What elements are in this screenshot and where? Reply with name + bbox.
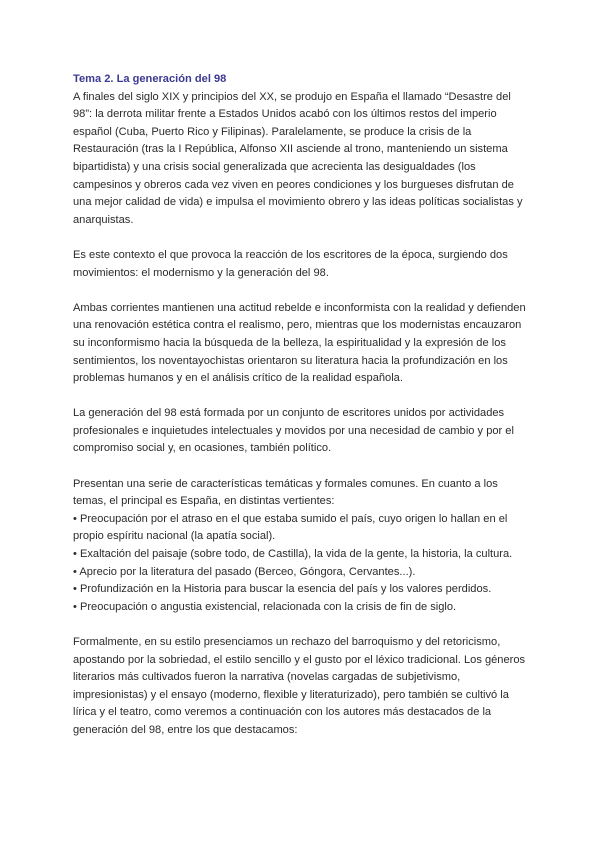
paragraph-movements: Es este contexto el que provoca la reacción de los escritores de la época, surgiendo dos movimientos: el modernismo y la generación del 98.	[73, 248, 508, 279]
list-item: • Aprecio por la literatura del pasado (Berceo, Góngora, Cervantes...).	[73, 565, 416, 578]
list-item: • Profundización en la Historia para buscar la esencia del país y los valores perdidos.	[73, 583, 492, 596]
paragraph-themes-intro: Presentan una serie de características temáticas y formales comunes. En cuanto a los temas, el principal es España, en distintas vertientes:	[73, 477, 498, 508]
list-item: • Exaltación del paisaje (sobre todo, de Castilla), la vida de la gente, la historia, la cultura.	[73, 548, 513, 561]
document-title: Tema 2. La generación del 98	[73, 73, 227, 85]
paragraph-definition: La generación del 98 está formada por un conjunto de escritores unidos por actividades profesionales e inquietudes intelectuales y movidos por una necesidad de cambio y por el compromiso social y, en ocasiones, también político.	[73, 407, 514, 455]
list-item: • Preocupación por el atraso en el que estaba sumido el país, cuyo origen lo hallan en el propio espíritu nacional (la apatía social).	[73, 512, 508, 543]
paragraph-comparison: Ambas corrientes mantienen una actitud rebelde e inconformista con la realidad y defienden una renovación estética contra el realismo, pero, mientras que los modernistas encauzaron su inconformismo hacia la búsqueda de la belleza, la espiritualidad y la expresión de los sentimientos, los noventayochistas orientaron su literatura hacia la profundización en los problemas humanos y en el análisis crítico de la realidad española.	[73, 301, 526, 385]
paragraph-historical-context: A finales del siglo XIX y principios del XX, se produjo en España el llamado “Desastre del 98”: la derrota militar frente a Estados Unidos acabó con los últimos restos del imperio español (Cuba, Puerto Rico y Filipinas). Paralelamente, se produce la crisis de la Restauración (tras la I República, Alfonso XII asciende al trono, manteniendo un sistema bipartidista) y una crisis social generalizada que acrecienta las desigualdades (los campesinos y obreros cada vez viven en peores condiciones y los burgueses disfrutan de una mejor calidad de vida) e impulsa el movimiento obrero y las ideas políticas socialistas y anarquistas.	[73, 90, 523, 226]
paragraph-style-genres: Formalmente, en su estilo presenciamos un rechazo del barroquismo y del retoricismo, apostando por la sobriedad, el estilo sencillo y el gusto por el léxico tradicional. Los géneros literarios más cultivados fueron la narrativa (novelas cargadas de subjetivismo, impresionistas) y el ensayo (moderno, flexible y literaturizado), pero también se cultivó la lírica y el teatro, como veremos a continuación con los autores más destacados de la generación del 98, entre los que destacamos:	[73, 636, 526, 736]
themes-list	[73, 511, 530, 617]
list-item: • Preocupación o angustia existencial, relacionada con la crisis de fin de siglo.	[73, 600, 457, 613]
